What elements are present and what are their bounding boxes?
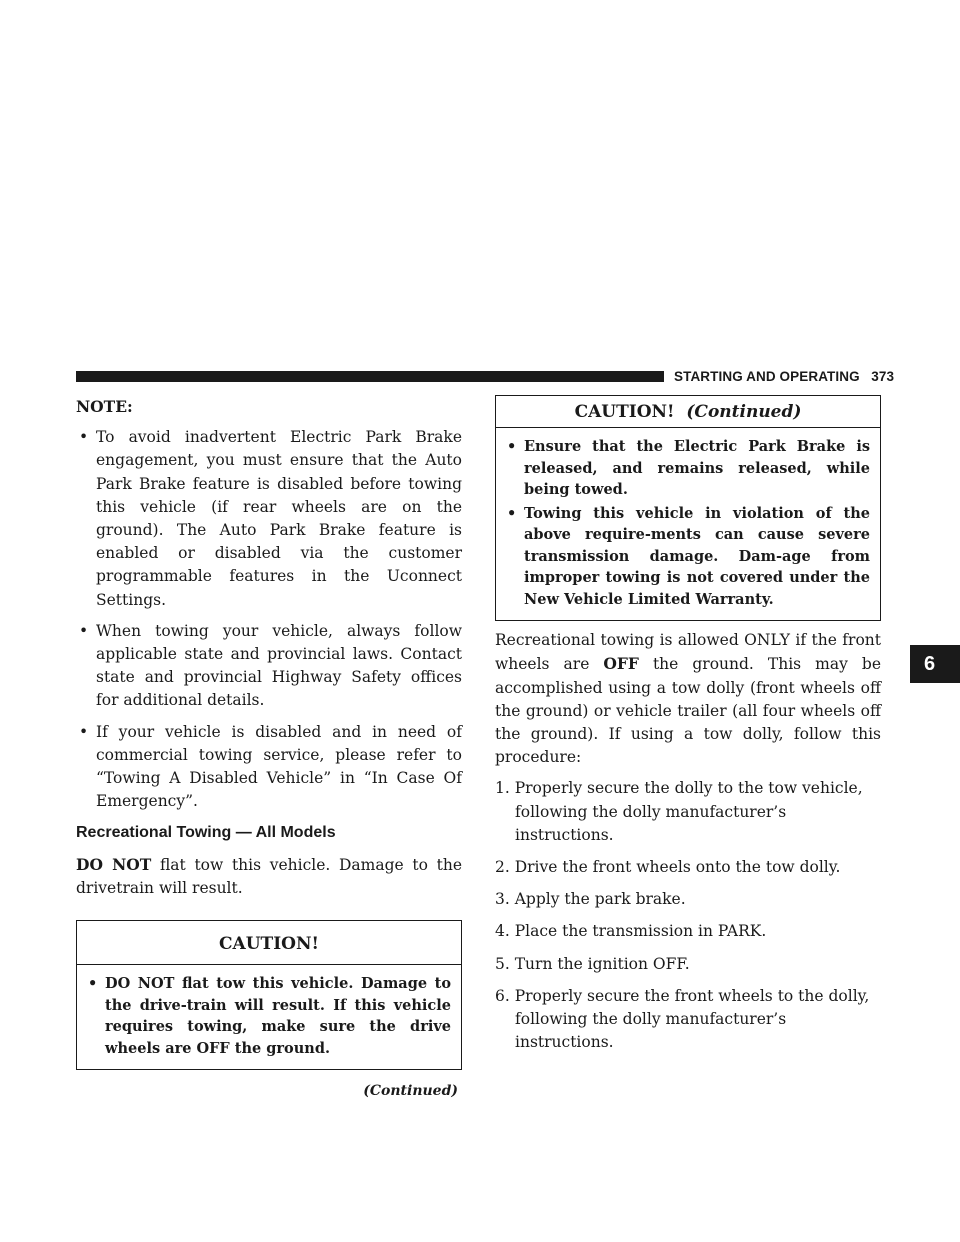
running-header xyxy=(674,369,894,384)
caution-title: CAUTION! xyxy=(574,402,675,422)
page-number: 373 xyxy=(871,369,895,384)
procedure-step: 6. Properly secure the front wheels to the dolly, following the dolly manufacturer’s instructions. xyxy=(495,986,870,1052)
procedure-step: 4. Place the transmission in PARK. xyxy=(495,922,767,941)
para-bold: OFF xyxy=(603,654,639,674)
continued-label: (Continued) xyxy=(363,1083,458,1100)
caution-list xyxy=(504,436,870,610)
procedure-step: 1. Properly secure the dolly to the tow vehicle, following the dolly manufacturer’s instructions. xyxy=(495,779,863,844)
procedure-step: 5. Turn the ignition OFF. xyxy=(495,954,690,973)
caution-title: CAUTION! xyxy=(77,921,461,965)
intro-bold: DO NOT xyxy=(76,854,152,874)
caution-body xyxy=(496,428,880,620)
right-column xyxy=(495,395,881,1063)
left-column xyxy=(76,395,462,1103)
section-heading: Recreational Towing — All Models xyxy=(76,824,336,842)
caution-bullet: • Towing this vehicle in violation of the above require-ments can cause severe transmission damage. Dam-age from improper towing is not covered under the New Vehicle Limited Warranty. xyxy=(504,503,870,611)
section-title: STARTING AND OPERATING xyxy=(674,369,860,384)
caution-list xyxy=(85,973,451,1059)
intro-paragraph xyxy=(76,853,462,900)
para-post: the ground. This may be accomplished using a tow dolly (front wheels off the ground) or vehicle trailer (all four wheels off the ground). If using a tow dolly, follow this procedure: xyxy=(495,655,881,767)
para-pre: Recreational towing is allowed ONLY if the front wheels are xyxy=(495,631,881,674)
note-list xyxy=(76,426,462,813)
caution-continued-label: (Continued) xyxy=(686,402,802,422)
procedure-steps xyxy=(495,777,881,1054)
note-bullet: • To avoid inadvertent Electric Park Brake engagement, you must ensure that the Auto Park Brake feature is disabled before towing this vehicle (if rear wheels are on the ground). The Auto Park Brake feature is enabled or disabled via the customer programmable features in the Uconnect Settings. xyxy=(76,426,462,612)
procedure-step: 2. Drive the front wheels onto the tow dolly. xyxy=(495,858,841,877)
towing-paragraph xyxy=(495,629,881,769)
caution-bullet: • DO NOT flat tow this vehicle. Damage to the drive-train will result. If this vehicle requires towing, make sure the drive wheels are OFF the ground. xyxy=(85,973,451,1059)
note-bullet: • When towing your vehicle, always follow applicable state and provincial laws. Contact state and provincial Highway Safety offices for additional details. xyxy=(76,620,462,713)
intro-text: flat tow this vehicle. Damage to the drivetrain will result. xyxy=(76,855,462,897)
caution-box-continued xyxy=(495,395,881,621)
header-rule xyxy=(76,371,664,382)
caution-box xyxy=(76,920,462,1070)
caution-body xyxy=(77,965,461,1069)
procedure-step: 3. Apply the park brake. xyxy=(495,890,686,909)
caution-bullet: • Ensure that the Electric Park Brake is released, and remains released, while being towed. xyxy=(504,436,870,501)
chapter-tab: 6 xyxy=(910,645,960,683)
note-bullet: • If your vehicle is disabled and in need of commercial towing service, please refer to “Towing A Disabled Vehicle” in “In Case Of Emergency”. xyxy=(76,721,462,814)
caution-title-continued xyxy=(496,396,880,428)
note-title: NOTE: xyxy=(76,397,133,416)
